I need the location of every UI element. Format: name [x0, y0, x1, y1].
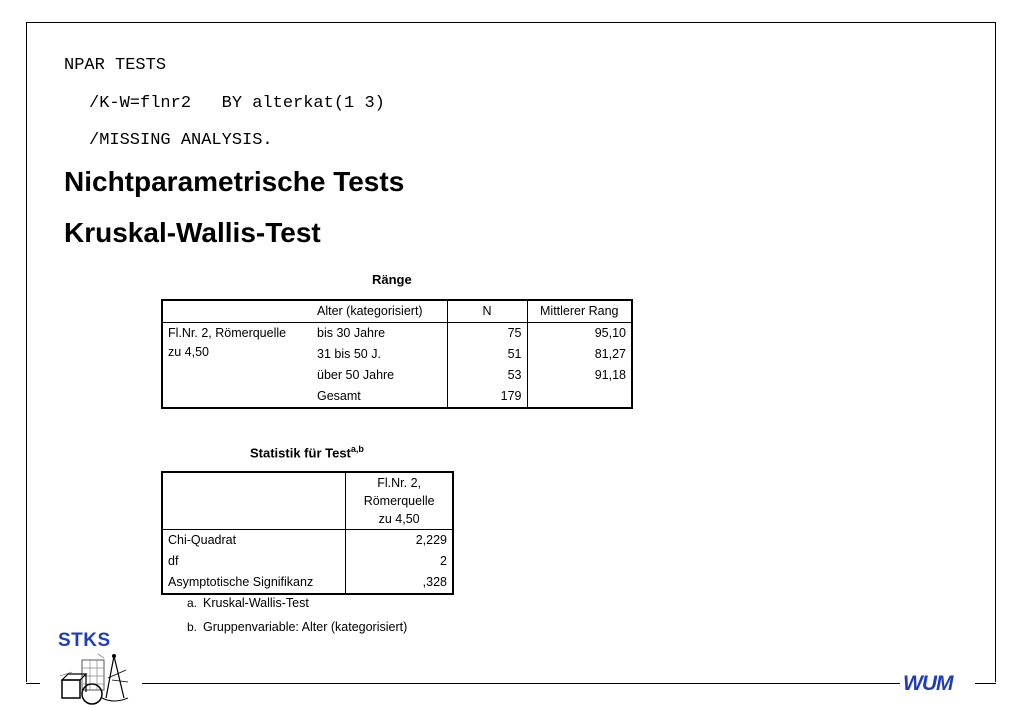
stat-header-line-1: Fl.Nr. 2, [377, 476, 422, 490]
stat-table-title-footnote-marks: a,b [350, 444, 364, 454]
header-empty-cell [162, 300, 312, 323]
group-cell: Gesamt [317, 389, 361, 403]
syntax-line-1: NPAR TESTS [64, 56, 167, 75]
stat-label-cell: Asymptotische Signifikanz [168, 575, 314, 589]
header-n: N [447, 300, 527, 323]
header-empty-cell [162, 472, 346, 530]
stat-header-row [162, 472, 453, 530]
stat-value-cell: 2,229 [346, 530, 453, 552]
stat-label-cell: df [168, 554, 179, 568]
mean-rank-cell [527, 386, 632, 408]
header-group: Alter (kategorisiert) [312, 300, 447, 323]
stat-header-line-3: zu 4,50 [378, 512, 420, 526]
n-cell: 75 [447, 323, 527, 345]
mean-rank-cell: 91,18 [527, 365, 632, 386]
footnote-b [187, 620, 407, 634]
syntax-line-2: /K-W=flnr2 BY alterkat(1 3) [89, 94, 385, 113]
wum-logo-text: WUM [903, 672, 953, 695]
stat-table [161, 471, 454, 595]
n-cell: 179 [447, 386, 527, 408]
stat-table-title [250, 444, 364, 460]
n-cell: 51 [447, 344, 527, 365]
header-mean-rank: Mittlerer Rang [527, 300, 632, 323]
table-row [162, 572, 453, 594]
mean-rank-cell: 81,27 [527, 344, 632, 365]
stat-value-cell: ,328 [346, 572, 453, 594]
group-cell: 31 bis 50 J. [317, 347, 381, 361]
group-cell: über 50 Jahre [317, 368, 395, 382]
subsection-heading: Kruskal-Wallis-Test [64, 217, 321, 248]
raenge-table [161, 299, 633, 409]
stat-value-cell: 2 [346, 551, 453, 572]
geometry-drawing-icon [42, 628, 142, 706]
table-row [162, 530, 453, 552]
footnote-text: Kruskal-Wallis-Test [203, 596, 309, 610]
section-heading: Nichtparametrische Tests [64, 166, 405, 197]
footnote-text: Gruppenvariable: Alter (kategorisiert) [203, 620, 408, 634]
footnote-mark: a. [187, 596, 198, 610]
stat-header-line-2: Römerquelle [363, 494, 435, 508]
stat-header-variable [346, 472, 453, 530]
wum-logo [903, 672, 973, 696]
table-row [162, 323, 632, 345]
variable-label [162, 323, 312, 409]
stat-table-title-text: Statistik für Test [250, 445, 351, 461]
syntax-line-3: /MISSING ANALYSIS. [89, 131, 273, 150]
n-cell: 53 [447, 365, 527, 386]
footnote-a [187, 596, 309, 610]
variable-label-line-1: Fl.Nr. 2, Römerquelle [168, 326, 287, 340]
raenge-header-row [162, 300, 632, 323]
raenge-table-title: Ränge [372, 272, 412, 287]
group-cell: bis 30 Jahre [317, 326, 386, 340]
stks-logo [42, 628, 142, 706]
footnote-mark: b. [187, 620, 198, 634]
variable-label-line-2: zu 4,50 [168, 345, 210, 359]
mean-rank-cell: 95,10 [527, 323, 632, 345]
bottom-rule-left [26, 683, 40, 684]
stat-label-cell: Chi-Quadrat [168, 533, 237, 547]
bottom-rule [142, 683, 900, 684]
stks-logo-text: STKS [58, 630, 111, 651]
bottom-rule-right [975, 683, 996, 684]
table-row [162, 551, 453, 572]
